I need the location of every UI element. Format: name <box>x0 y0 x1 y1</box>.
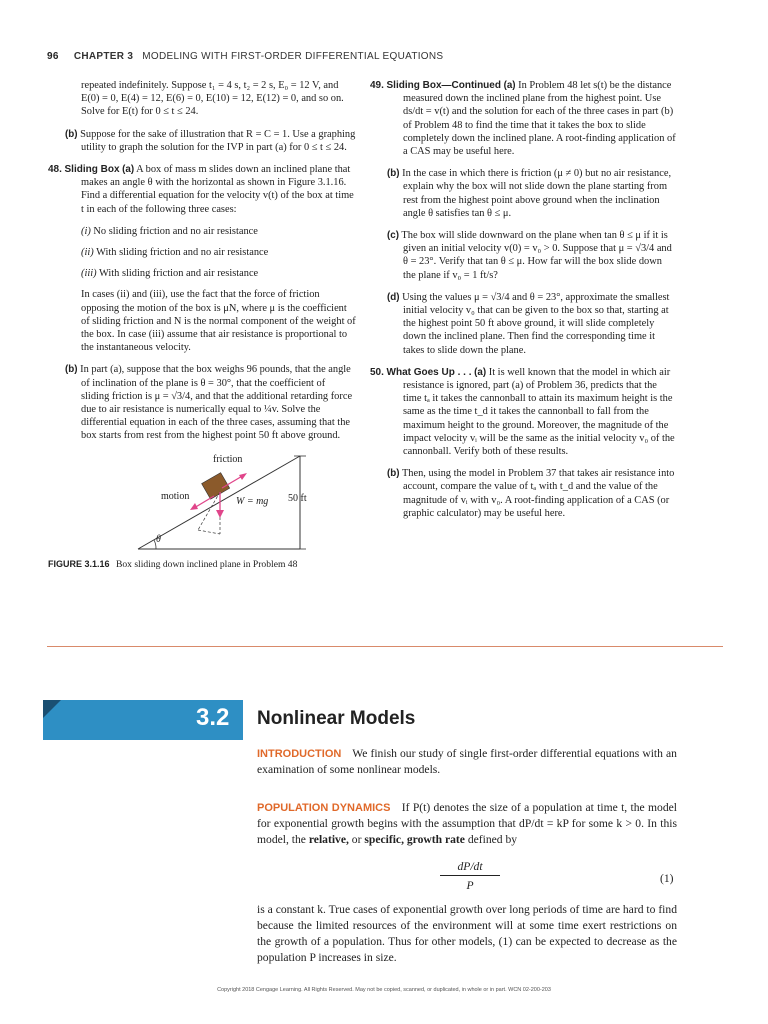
running-header <box>47 51 443 62</box>
problem-50b-text: Then, using the model in Problem 37 that takes air resistance into account, compare the value of tₐ with t_d and the value of the magnitude of vᵢ with v₀. A root-finding application of a CAS (or graphic calculator) may be useful here. <box>401 468 675 519</box>
problem-number: 49. <box>370 80 384 91</box>
problem-48a-continued: In cases (ii) and (iii), use the fact that the force of friction opposing the motion of the box is μN, where μ is the coefficient of sliding friction and N is the normal component of the weight of the box. In case (iii) assume that air resistance is proportional to the instantaneous velocity. <box>81 289 356 354</box>
problem-49d-text: Using the values μ = √3/4 and θ = 23°, approximate the smallest initial velocity v₀ that can be given to the box so that, starting at the highest point 50 ft above ground, it will slide completely down the inclined plane. Then find the corresponding time it takes to slide down the plane. <box>402 291 670 356</box>
pop-bold-specific-growth-rate: specific, growth rate <box>364 833 465 846</box>
equation-denominator: P <box>466 879 474 892</box>
introduction-label: INTRODUCTION <box>257 748 342 760</box>
problem-48a <box>48 163 356 216</box>
section-number: 3.2 <box>196 704 230 731</box>
problem-50a-text: It is well known that the model in which air resistance is ignored, part (a) of Problem 36, predicts that the time tₐ it takes the cannonball to attain its maximum height is the same as the time t_d it takes the cannonball to fall from the maximum height to the ground. Moreover, the magnitude of the impact velocity vᵢ will be the same as the initial velocity v₀ of the cannonball. Verify both of these results. <box>403 366 675 458</box>
figure-caption-text: Box sliding down inclined plane in Problem 48 <box>115 558 298 570</box>
growth-rate-paragraph: is a constant k. True cases of exponential growth over long periods of time are hard to find because the limited resources of the environment will at some time exert restrictions on the growth of a population. Thus for other models, (1) can be expected to decrease as the population P increases in size. <box>257 903 677 964</box>
pop-or: or <box>351 833 362 846</box>
copyright-notice: Copyright 2018 Cengage Learning. All Rights Reserved. May not be copied, scanned, or duplicated, in whole or in part. WCN 02-200-203 <box>217 987 551 993</box>
problem-number: 48. <box>48 164 62 176</box>
problem-title: Sliding Box—Continued <box>386 80 501 91</box>
case-text: No sliding friction and no air resistance <box>93 225 258 237</box>
problem-49c <box>370 229 676 282</box>
part-label: (a) <box>474 366 487 378</box>
problem-48b <box>48 363 356 442</box>
pop-bold-relative: relative, <box>308 833 349 846</box>
case-label: (ii) <box>81 247 94 259</box>
height-label: 50 ft <box>288 492 307 504</box>
figure-caption <box>48 558 356 571</box>
case-iii <box>48 267 356 280</box>
left-column <box>48 79 356 571</box>
part-label: (a) <box>503 80 516 91</box>
section-corner-triangle <box>43 700 61 718</box>
part-label: (a) <box>122 164 135 176</box>
problem-49b-text: In the case in which there is friction (μ ≠ 0) but no air resistance, explain why the box will not slide down the plane starting from rest from the highest point above ground when the inclination angle θ satisfies tan θ ≤ μ. <box>402 168 672 219</box>
part-label: (b) <box>387 168 400 180</box>
right-column <box>370 79 676 529</box>
motion-arrow <box>194 496 214 508</box>
part-label: (b) <box>387 468 400 480</box>
introduction-text: We finish our study of single first-order differential equations with an examination of some nonlinear models. <box>257 747 677 776</box>
problem-50b <box>370 467 676 520</box>
part-label: (b) <box>65 364 78 376</box>
weight-arrowhead <box>216 510 224 518</box>
introduction-paragraph <box>257 746 677 778</box>
problem-47b-text: Suppose for the sake of illustration that R = C = 1. Use a graphing utility to graph the solution for the IVP in part (a) for 0 ≤ t ≤ 24. <box>80 128 356 153</box>
page-number: 96 <box>47 51 59 62</box>
problem-49c-text: The box will slide downward on the plane when tan θ ≤ μ if it is given an initial velocity v(0) = v₀ > 0. Suppose that μ = √3/4 and θ = 23°. Verify that tan θ ≤ μ. How far will the box slide down the plane if v₀ = 1 ft/s? <box>401 230 672 281</box>
case-ii <box>48 246 356 259</box>
problem-50a <box>370 366 676 458</box>
motion-label: motion <box>161 490 190 502</box>
problem-title: What Goes Up . . . <box>386 366 472 378</box>
problem-49a <box>370 79 676 158</box>
problem-47a-continued: repeated indefinitely. Suppose t₁ = 4 s, t₂ = 2 s, E₀ = 12 V, and E(0) = 0, E(4) = 12, E(6) = 0, E(10) = 12, E(12) = 0, and so on. Solve for E(t) for 0 ≤ t ≤ 24. <box>81 80 344 118</box>
inclined-plane-diagram <box>48 452 356 552</box>
case-label: (iii) <box>81 268 97 280</box>
population-dynamics-paragraph <box>257 800 677 848</box>
figure-3-1-16 <box>48 452 356 552</box>
incline-line <box>138 453 300 549</box>
chapter-label: CHAPTER 3 <box>73 51 134 62</box>
problem-title: Sliding Box <box>64 164 120 176</box>
chapter-title: MODELING WITH FIRST-ORDER DIFFERENTIAL EQUATIONS <box>142 51 444 62</box>
problem-49b <box>370 167 676 220</box>
population-dynamics-label: POPULATION DYNAMICS <box>257 802 391 814</box>
problem-48b-text: In part (a), suppose that the box weighs 96 pounds, that the angle of inclination of the plane is θ = 30°, that the coefficient of sliding friction is μ = √3/4, and that the additional retarding force due to air resistance is numerically equal to ¼v. Solve the differential equation in each of the three cases, assuming that the box starts from rest from the highest point 50 ft above ground. <box>80 364 353 442</box>
case-label: (i) <box>81 225 91 237</box>
part-label: (d) <box>387 291 400 303</box>
problem-49d <box>370 291 676 357</box>
part-label: (b) <box>65 128 78 140</box>
case-text: With sliding friction and air resistance <box>99 268 259 280</box>
problem-47b <box>48 128 356 154</box>
part-label: (c) <box>387 230 399 242</box>
friction-arrowhead <box>239 473 247 480</box>
section-divider <box>47 646 723 647</box>
weight-label: W = mg <box>236 495 269 507</box>
problem-48a-text: A box of mass m slides down an inclined plane that makes an angle θ with the horizontal as shown in Figure 3.1.16. Find a differential equation for the velocity v(t) of the box at time t in each of the following three cases: <box>81 164 354 215</box>
case-i <box>48 225 356 238</box>
component-connector <box>198 530 220 534</box>
pop-text-2: defined by <box>467 833 518 846</box>
equation-numerator: dP/dt <box>440 860 500 876</box>
friction-label: friction <box>213 453 243 465</box>
problem-number: 50. <box>370 366 384 378</box>
equation-1 <box>440 860 500 892</box>
case-text: With sliding friction and no air resistance <box>96 247 269 259</box>
figure-label: FIGURE 3.1.16 <box>48 558 110 569</box>
problem-49a-text: In Problem 48 let s(t) be the distance measured down the inclined plane from the highest point. Use ds/dt = v(t) and the solution for each of the three cases in part (b) of Problem 48 to find the time that it takes the box to slide completely down the inclined plane. A root-finding application of a CAS may be useful here. <box>403 80 676 158</box>
angle-label: θ <box>156 533 161 545</box>
equation-number: (1) <box>660 872 674 885</box>
pop-text-1: If P(t) denotes the size of a population at time t, the model for exponential growth begins with the assumption that dP/dt = kP for some k > 0. In this model, the <box>257 801 677 846</box>
section-title: Nonlinear Models <box>257 708 416 729</box>
